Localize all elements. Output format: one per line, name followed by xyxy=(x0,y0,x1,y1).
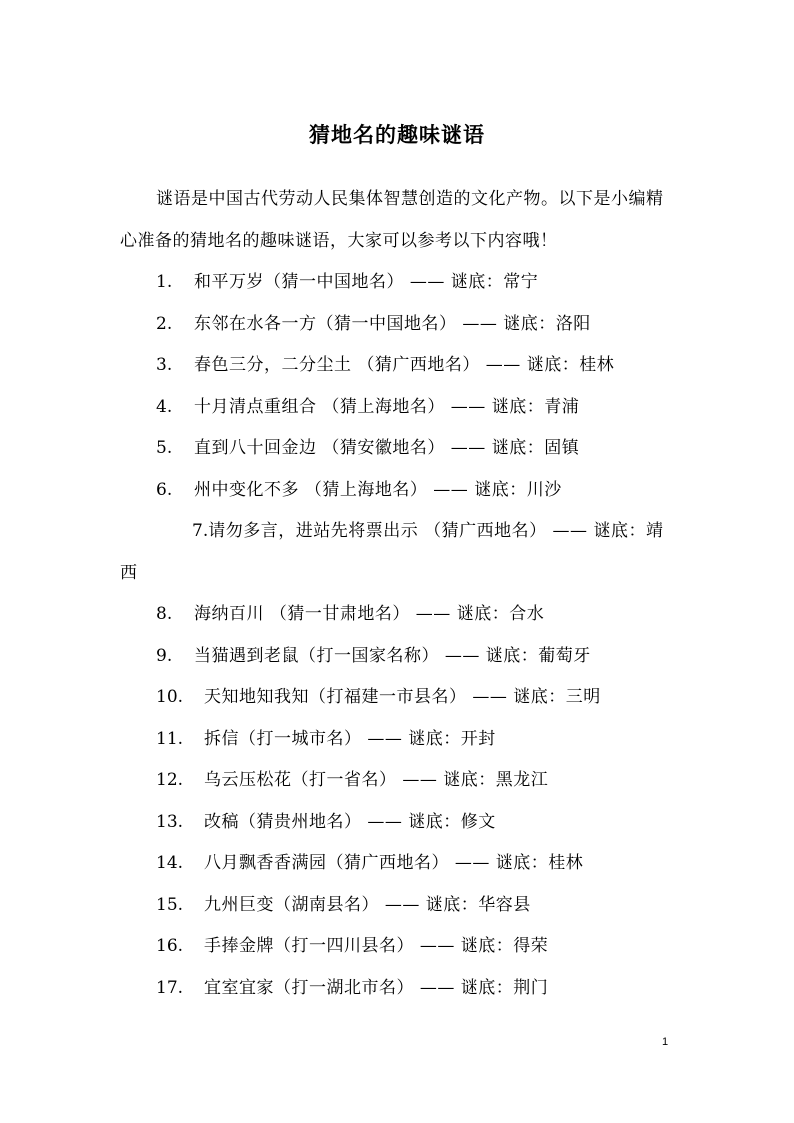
item-number: 10. xyxy=(156,687,184,707)
item-text: 乌云压松花（打一省名） —— 谜底：黑龙江 xyxy=(204,770,549,790)
item-text: 州中变化不多 （猜上海地名） —— 谜底：川沙 xyxy=(194,479,562,500)
item-text: 宜室宜家（打一湖北市名） —— 谜底：荆门 xyxy=(204,977,549,998)
item-text: 十月清点重组合 （猜上海地名） —— 谜底：青浦 xyxy=(194,396,580,417)
item-number: 6. xyxy=(156,479,173,500)
riddle-item xyxy=(120,719,680,761)
item-number: 7. xyxy=(192,521,209,541)
item-text: 海纳百川 （猜一甘肃地名） —— 谜底：合水 xyxy=(194,604,545,624)
intro-paragraph: 谜语是中国古代劳动人民集体智慧创造的文化产物。以下是小编精心准备的猜地名的趣味谜语，大家可以参考以下内容哦！ xyxy=(120,189,664,251)
page-title: 猜地名的趣味谜语 xyxy=(309,122,485,147)
item-number: 5. xyxy=(156,438,173,458)
item-number: 4. xyxy=(156,396,173,417)
item-text: 改稿（猜贵州地名） —— 谜底：修文 xyxy=(204,811,496,832)
item-number: 17. xyxy=(156,977,184,998)
riddle-item xyxy=(120,885,680,927)
item-text: 八月飘香香满园（猜广西地名） —— 谜底：桂林 xyxy=(204,853,584,873)
item-number: 13. xyxy=(156,811,184,832)
item-text: 拆信（打一城市名） —— 谜底：开封 xyxy=(204,728,496,749)
item-text: 东邻在水各一方（猜一中国地名） —— 谜底：洛阳 xyxy=(194,313,591,334)
item-text: 当猫遇到老鼠（打一国家名称） —— 谜底：葡萄牙 xyxy=(194,645,591,666)
riddle-item xyxy=(120,345,680,387)
item-text: 手捧金牌（打一四川县名） —— 谜底：得荣 xyxy=(204,936,549,956)
item-number: 11. xyxy=(156,728,184,749)
riddle-item xyxy=(120,428,680,470)
riddle-item xyxy=(120,304,680,346)
riddle-item xyxy=(120,968,680,1010)
riddle-item xyxy=(120,926,680,968)
item-number: 15. xyxy=(156,894,184,915)
riddle-list xyxy=(120,262,680,1009)
riddle-item xyxy=(120,511,680,594)
item-text: 直到八十回金边 （猜安徽地名） —— 谜底：固镇 xyxy=(194,438,580,458)
item-number: 16. xyxy=(156,936,184,956)
item-number: 12. xyxy=(156,770,184,790)
riddle-item xyxy=(120,470,680,512)
riddle-item xyxy=(120,677,680,719)
riddle-item xyxy=(120,636,680,678)
riddle-item xyxy=(120,594,680,636)
item-text: 春色三分，二分尘土 （猜广西地名） —— 谜底：桂林 xyxy=(194,355,615,375)
item-text: 九州巨变（湖南县名） —— 谜底：华容县 xyxy=(204,894,531,915)
item-number: 8. xyxy=(156,604,173,624)
item-text: 天知地知我知（打福建一市县名） —— 谜底：三明 xyxy=(204,687,601,707)
riddle-item xyxy=(120,802,680,844)
item-text: 请勿多言，进站先将票出示 （猜广西地名） —— 谜底：靖西 xyxy=(120,521,664,583)
riddle-item xyxy=(120,387,680,429)
riddle-item xyxy=(120,843,680,885)
riddle-item xyxy=(120,262,680,304)
item-number: 1. xyxy=(156,272,173,292)
item-number: 3. xyxy=(156,355,173,375)
item-number: 2. xyxy=(156,313,173,334)
item-text: 和平万岁（猜一中国地名） —— 谜底：常宁 xyxy=(194,272,539,292)
item-number: 14. xyxy=(156,853,184,873)
item-number: 9. xyxy=(156,645,173,666)
page-number: 1 xyxy=(662,1036,669,1048)
riddle-item xyxy=(120,760,680,802)
